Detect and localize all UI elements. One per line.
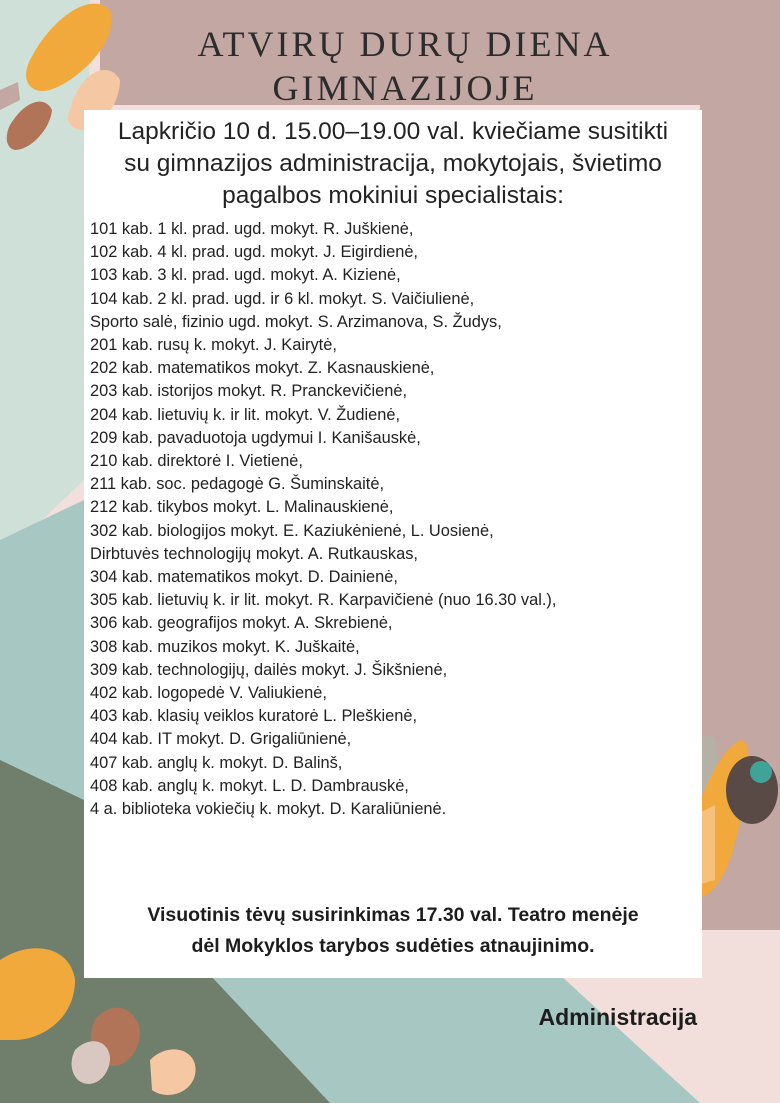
list-item: 404 kab. IT mokyt. D. Grigaliūnienė, bbox=[90, 730, 352, 749]
list-item: 403 kab. klasių veiklos kuratorė L. Pleškienė, bbox=[90, 707, 418, 726]
notice-line-1: Visuotinis tėvų susirinkimas 17.30 val. Teatro menėje bbox=[147, 904, 639, 926]
list-item: 104 kab. 2 kl. prad. ugd. ir 6 kl. mokyt. S. Vaičiulienė, bbox=[90, 289, 475, 308]
list-item: 306 kab. geografijos mokyt. A. Skrebienė, bbox=[90, 614, 393, 633]
parents-meeting-notice bbox=[84, 900, 702, 962]
title-line-1: ATVIRŲ DURŲ DIENA bbox=[197, 24, 613, 64]
room-list bbox=[84, 218, 702, 821]
list-item: 309 kab. technologijų, dailės mokyt. J. Šikšnienė, bbox=[90, 660, 448, 679]
list-item: 202 kab. matematikos mokyt. Z. Kasnauskienė, bbox=[90, 359, 435, 378]
list-item: 201 kab. rusų k. mokyt. J. Kairytė, bbox=[90, 336, 337, 355]
list-item: 305 kab. lietuvių k. ir lit. mokyt. R. Karpavičienė (nuo 16.30 val.), bbox=[90, 591, 557, 610]
list-item: 210 kab. direktorė I. Vietienė, bbox=[90, 452, 303, 471]
list-item: 402 kab. logopedė V. Valiukienė, bbox=[90, 684, 327, 703]
list-item: 102 kab. 4 kl. prad. ugd. mokyt. J. Eigirdienė, bbox=[90, 243, 418, 262]
list-item: 308 kab. muzikos mokyt. K. Juškaitė, bbox=[90, 637, 360, 656]
list-item: 101 kab. 1 kl. prad. ugd. mokyt. R. Juškienė, bbox=[90, 220, 414, 238]
intro-line-1: Lapkričio 10 d. 15.00–19.00 val. kviečiame susitikti bbox=[117, 118, 669, 145]
list-item: 209 kab. pavaduotoja ugdymui I. Kanišauskė, bbox=[90, 428, 421, 447]
content-card bbox=[84, 110, 702, 978]
list-item: Sporto salė, fizinio ugd. mokyt. S. Arzimanova, S. Žudys, bbox=[90, 312, 502, 331]
list-item: 4 a. biblioteka vokiečių k. mokyt. D. Karaliūnienė. bbox=[90, 800, 447, 819]
signature: Administracija bbox=[538, 1004, 697, 1030]
list-item: 407 kab. anglų k. mokyt. D. Balinš, bbox=[90, 753, 343, 772]
title-line-2: GIMNAZIJOJE bbox=[272, 68, 538, 108]
list-item: 103 kab. 3 kl. prad. ugd. mokyt. A. Kizienė, bbox=[90, 266, 401, 285]
list-item: 212 kab. tikybos mokyt. L. Malinauskienė, bbox=[90, 498, 394, 517]
teal-dot-right bbox=[750, 761, 772, 783]
notice-line-2: dėl Mokyklos tarybos sudėties atnaujinimo. bbox=[191, 935, 595, 957]
list-item: 302 kab. biologijos mokyt. E. Kaziukėnienė, L. Uosienė, bbox=[90, 521, 494, 540]
dark-green-shape bbox=[0, 760, 84, 1103]
intro-text bbox=[84, 116, 702, 212]
list-item: Dirbtuvės technologijų mokyt. A. Rutkauskas, bbox=[90, 544, 418, 563]
page-title bbox=[100, 22, 710, 110]
intro-line-3: pagalbos mokiniui specialistais: bbox=[222, 182, 564, 209]
list-item: 203 kab. istorijos mokyt. R. Pranckevičienė, bbox=[90, 382, 408, 401]
list-item: 211 kab. soc. pedagogė G. Šuminskaitė, bbox=[90, 475, 384, 494]
intro-line-2: su gimnazijos administracija, mokytojais, švietimo bbox=[124, 150, 662, 177]
list-item: 408 kab. anglų k. mokyt. L. D. Dambrauskė, bbox=[90, 776, 409, 795]
list-item: 304 kab. matematikos mokyt. D. Dainienė, bbox=[90, 568, 398, 587]
list-item: 204 kab. lietuvių k. ir lit. mokyt. V. Žudienė, bbox=[90, 405, 401, 424]
